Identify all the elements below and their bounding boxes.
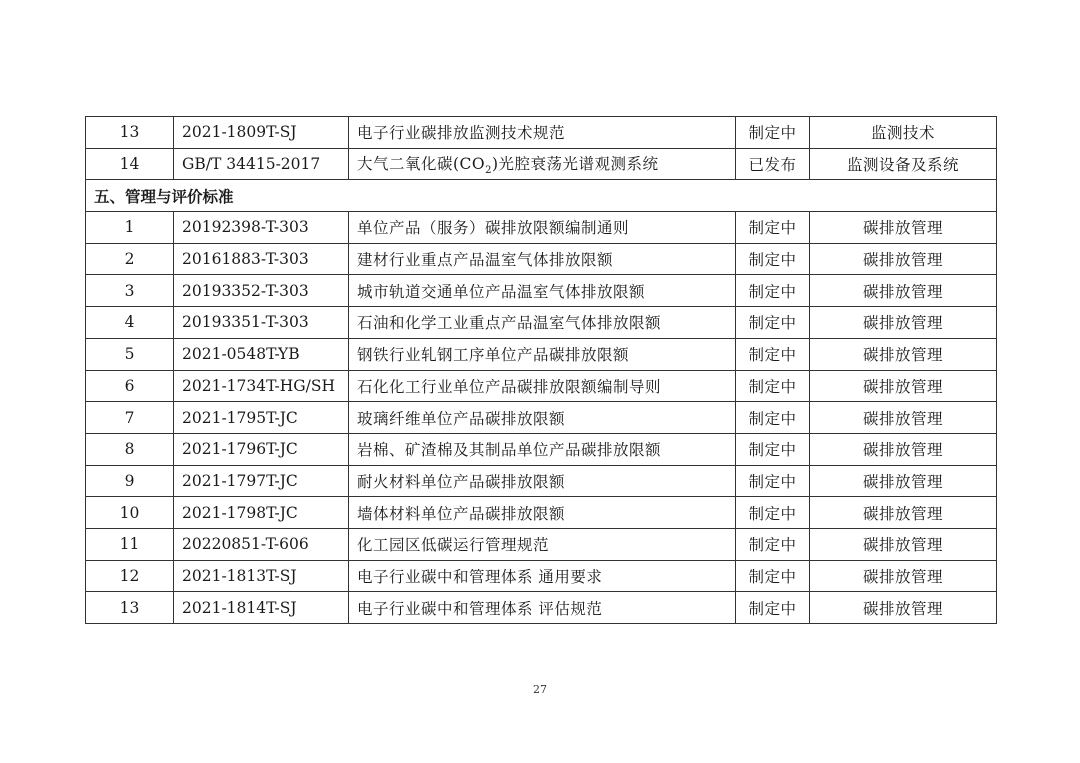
standard-category: 碳排放管理	[810, 212, 997, 244]
standard-status: 制定中	[736, 212, 810, 244]
table-row	[86, 275, 997, 307]
row-number: 1	[86, 212, 174, 244]
standard-category: 监测设备及系统	[810, 148, 997, 180]
standard-code: 20193351-T-303	[174, 307, 349, 339]
standard-code: 2021-1798T-JC	[174, 497, 349, 529]
standard-name: 电子行业碳中和管理体系 通用要求	[349, 560, 736, 592]
standard-name: 电子行业碳中和管理体系 评估规范	[349, 592, 736, 624]
standard-code: 2021-1813T-SJ	[174, 560, 349, 592]
standard-category: 碳排放管理	[810, 497, 997, 529]
standard-status: 制定中	[736, 338, 810, 370]
standard-status: 已发布	[736, 148, 810, 180]
table-row	[86, 148, 997, 180]
standard-name: 钢铁行业轧钢工序单位产品碳排放限额	[349, 338, 736, 370]
standard-category: 碳排放管理	[810, 402, 997, 434]
row-number: 9	[86, 465, 174, 497]
standard-name: 玻璃纤维单位产品碳排放限额	[349, 402, 736, 434]
standard-status: 制定中	[736, 307, 810, 339]
standard-status: 制定中	[736, 592, 810, 624]
standard-code: 2021-1809T-SJ	[174, 117, 349, 149]
standard-status: 制定中	[736, 243, 810, 275]
table-row	[86, 465, 997, 497]
table-row	[86, 528, 997, 560]
row-number: 11	[86, 528, 174, 560]
table-row	[86, 433, 997, 465]
name-prefix: 大气二氧化碳(CO	[357, 154, 486, 173]
standard-name: 石油和化学工业重点产品温室气体排放限额	[349, 307, 736, 339]
table-row	[86, 307, 997, 339]
name-suffix: )光腔衰荡光谱观测系统	[492, 154, 659, 173]
row-number: 8	[86, 433, 174, 465]
section-title: 五、管理与评价标准	[86, 180, 997, 212]
standard-category: 碳排放管理	[810, 370, 997, 402]
table-row	[86, 402, 997, 434]
standard-category: 碳排放管理	[810, 275, 997, 307]
table-row	[86, 212, 997, 244]
standard-status: 制定中	[736, 402, 810, 434]
row-number: 2	[86, 243, 174, 275]
row-number: 10	[86, 497, 174, 529]
standard-category: 碳排放管理	[810, 465, 997, 497]
standard-status: 制定中	[736, 433, 810, 465]
table-row	[86, 497, 997, 529]
standard-status: 制定中	[736, 117, 810, 149]
standard-category: 碳排放管理	[810, 560, 997, 592]
table-row	[86, 592, 997, 624]
row-number: 3	[86, 275, 174, 307]
name-subscript: 2	[485, 165, 492, 177]
table-row	[86, 338, 997, 370]
row-number: 5	[86, 338, 174, 370]
standard-name: 电子行业碳排放监测技术规范	[349, 117, 736, 149]
row-number: 13	[86, 592, 174, 624]
row-number: 7	[86, 402, 174, 434]
standard-status: 制定中	[736, 497, 810, 529]
standard-category: 监测技术	[810, 117, 997, 149]
standard-name: 单位产品（服务）碳排放限额编制通则	[349, 212, 736, 244]
standard-name: 墙体材料单位产品碳排放限额	[349, 497, 736, 529]
standard-code: 20161883-T-303	[174, 243, 349, 275]
standard-name: 化工园区低碳运行管理规范	[349, 528, 736, 560]
table-row	[86, 117, 997, 149]
page-number: 27	[533, 683, 547, 696]
standard-name: 城市轨道交通单位产品温室气体排放限额	[349, 275, 736, 307]
standard-category: 碳排放管理	[810, 592, 997, 624]
standard-code: 2021-1795T-JC	[174, 402, 349, 434]
standard-category: 碳排放管理	[810, 433, 997, 465]
standard-name	[349, 148, 736, 180]
row-number: 14	[86, 148, 174, 180]
standard-code: 20192398-T-303	[174, 212, 349, 244]
section-header-row	[86, 180, 997, 212]
row-number: 12	[86, 560, 174, 592]
row-number: 13	[86, 117, 174, 149]
standard-category: 碳排放管理	[810, 307, 997, 339]
standard-name: 岩棉、矿渣棉及其制品单位产品碳排放限额	[349, 433, 736, 465]
standard-code: GB/T 34415-2017	[174, 148, 349, 180]
standard-code: 20220851-T-606	[174, 528, 349, 560]
standard-code: 2021-1797T-JC	[174, 465, 349, 497]
standard-status: 制定中	[736, 275, 810, 307]
standard-status: 制定中	[736, 528, 810, 560]
table-row	[86, 370, 997, 402]
standard-status: 制定中	[736, 465, 810, 497]
standard-name: 建材行业重点产品温室气体排放限额	[349, 243, 736, 275]
standard-status: 制定中	[736, 560, 810, 592]
standard-category: 碳排放管理	[810, 338, 997, 370]
standard-category: 碳排放管理	[810, 528, 997, 560]
standard-code: 2021-0548T-YB	[174, 338, 349, 370]
standard-category: 碳排放管理	[810, 243, 997, 275]
standard-name: 石化化工行业单位产品碳排放限额编制导则	[349, 370, 736, 402]
standard-name: 耐火材料单位产品碳排放限额	[349, 465, 736, 497]
standard-code: 2021-1734T-HG/SH	[174, 370, 349, 402]
table-body	[86, 117, 997, 624]
standard-code: 2021-1796T-JC	[174, 433, 349, 465]
table-row	[86, 243, 997, 275]
standards-table	[85, 116, 997, 624]
table-row	[86, 560, 997, 592]
standard-code: 20193352-T-303	[174, 275, 349, 307]
standard-status: 制定中	[736, 370, 810, 402]
standard-code: 2021-1814T-SJ	[174, 592, 349, 624]
row-number: 4	[86, 307, 174, 339]
row-number: 6	[86, 370, 174, 402]
